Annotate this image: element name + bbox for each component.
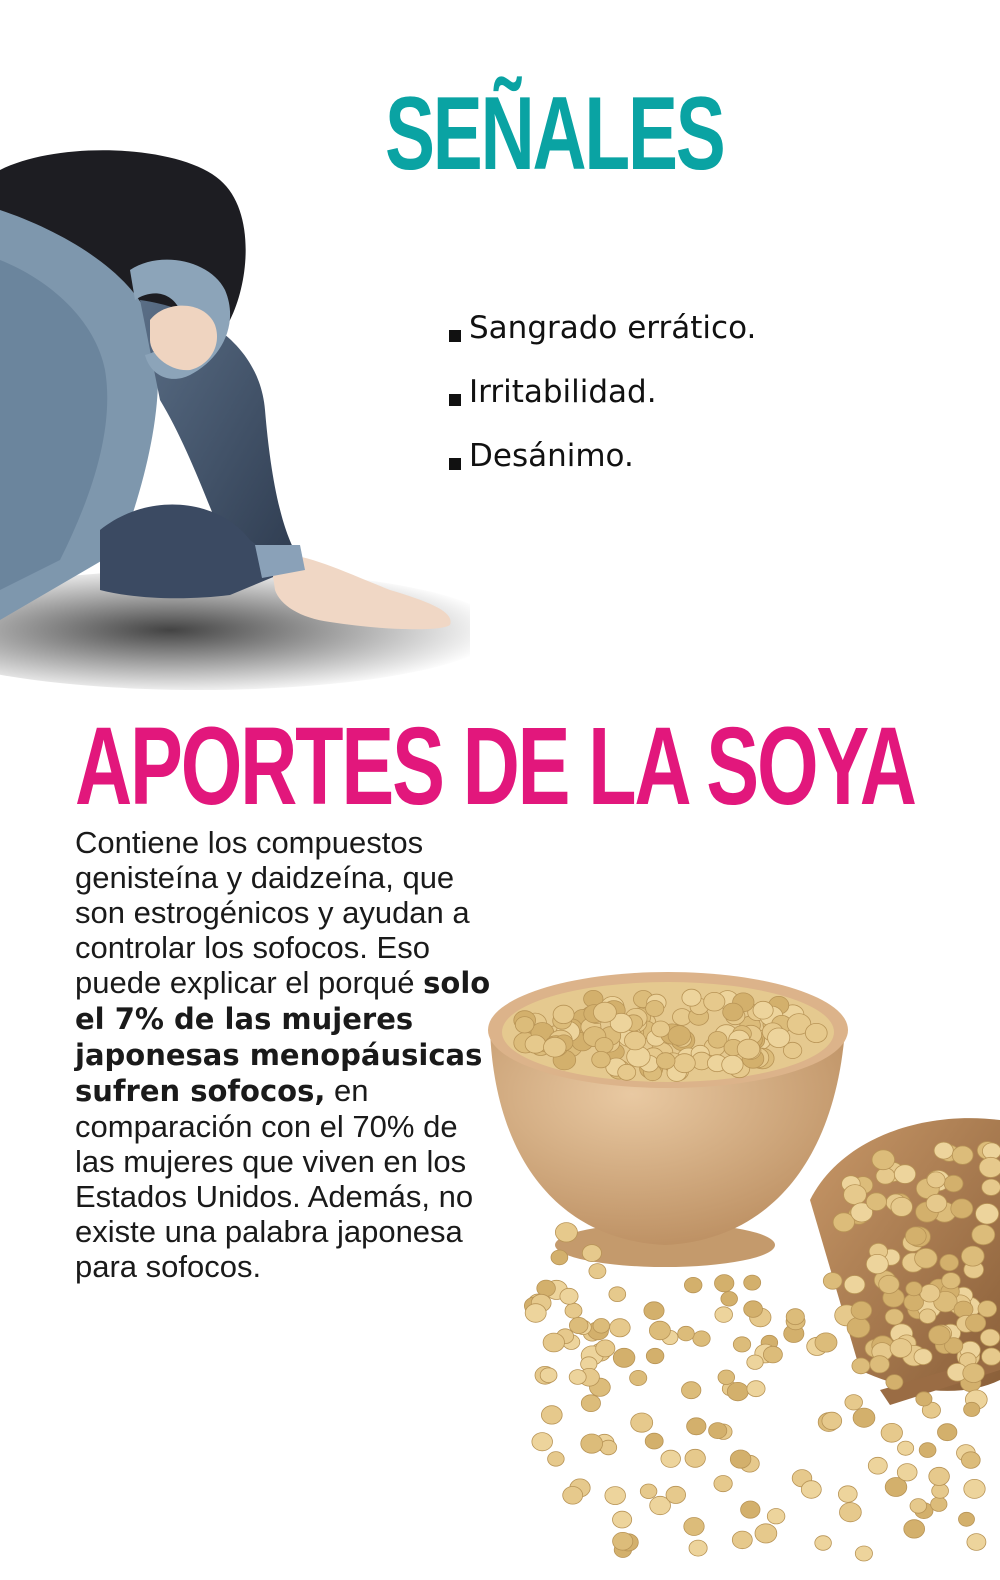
list-item [447, 438, 756, 474]
body-text-end: en comparación con el 70% de las mujeres que viven en los Estados Unidos. Además, no existe una palabra japonesa para sofocos. [75, 1073, 474, 1284]
signs-list [447, 310, 756, 474]
square-bullet-icon [449, 394, 461, 406]
sign-text: Desánimo. [469, 438, 634, 474]
body-text-start: Contiene los compuestos genisteína y daidzeína, que son estrogénicos y ayudan a controlar los sofocos. Eso puede explicar el porqué [75, 825, 470, 1000]
woman-sitting-image [0, 150, 470, 690]
square-bullet-icon [449, 330, 461, 342]
list-item [447, 310, 756, 346]
body-text-highlight: solo el 7% de las mujeres japonesas menopáusicas sufren sofocos, [75, 966, 491, 1108]
sign-text: Sangrado errático. [469, 310, 757, 346]
square-bullet-icon [449, 458, 461, 470]
sign-text: Irritabilidad. [469, 374, 657, 410]
soybeans-image [480, 960, 1000, 1580]
section-title-senales: SEÑALES [385, 76, 724, 192]
section-title-soya: APORTES DE LA SOYA [75, 705, 915, 828]
body-paragraph [75, 825, 505, 1284]
list-item [447, 374, 756, 410]
